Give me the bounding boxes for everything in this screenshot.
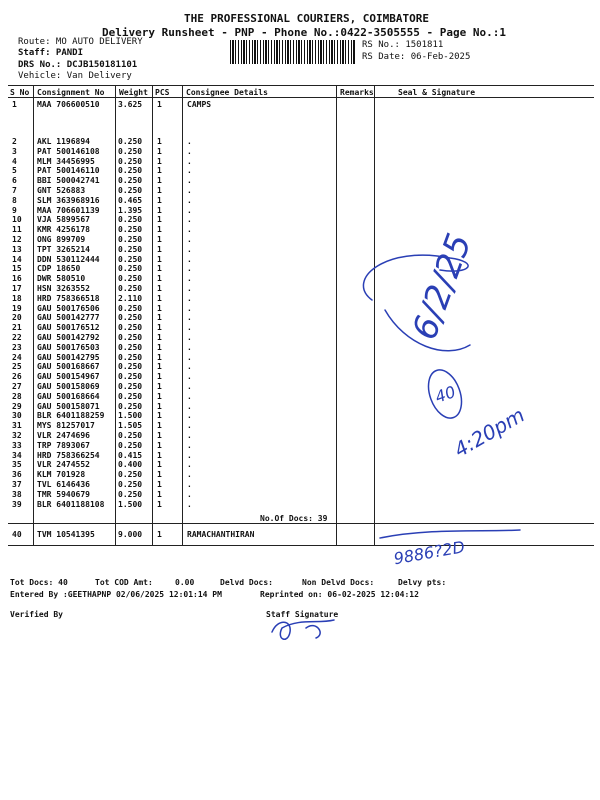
row-sno: 1	[12, 100, 17, 109]
row-sno: 22	[12, 333, 22, 342]
row-sno: 28	[12, 391, 22, 401]
row-sno: 39	[12, 499, 22, 509]
row-consignee: .	[187, 293, 192, 303]
row-consignment: TPT 3265214	[37, 244, 90, 254]
row-pcs: 1	[157, 303, 162, 313]
row-consignee: .	[187, 440, 192, 450]
verified-by: Verified By	[10, 610, 63, 619]
row-pcs: 1	[157, 460, 162, 470]
row-pcs: 1	[157, 333, 162, 342]
row-weight: 0.250	[118, 235, 143, 244]
row-consignment: MAA 706600510	[37, 100, 100, 109]
row-weight: 0.250	[118, 244, 143, 254]
row-pcs: 1	[157, 244, 162, 254]
reprinted-on: Reprinted on: 06-02-2025 12:04:12	[260, 590, 419, 599]
row-weight: 0.250	[118, 166, 143, 176]
delivery-points: Delvy pts:	[398, 578, 447, 587]
row-sno: 6	[12, 176, 17, 186]
rs-date: RS Date: 06-Feb-2025	[362, 52, 471, 62]
report-title: THE PROFESSIONAL COURIERS, COIMBATORE	[184, 12, 430, 25]
no-of-docs: No.Of Docs: 39	[260, 514, 328, 523]
row-sno: 13	[12, 244, 22, 254]
row-consignee: .	[187, 235, 192, 244]
row-sno: 9	[12, 205, 17, 215]
total-docs: Tot Docs: 40	[10, 578, 68, 587]
row-pcs: 1	[157, 313, 162, 323]
row-consignment: GAU 500176506	[37, 303, 100, 313]
row-pcs: 1	[157, 411, 162, 421]
row-pcs: 1	[157, 235, 162, 244]
phone-note-underline	[380, 530, 520, 538]
row-weight: 0.250	[118, 186, 143, 195]
row-pcs: 1	[157, 362, 162, 372]
row-pcs: 1	[157, 100, 162, 109]
row-weight: 0.250	[118, 362, 143, 372]
circled-count: 40	[432, 381, 459, 407]
row-pcs: 1	[157, 342, 162, 352]
row-consignee: .	[187, 372, 192, 382]
row-weight: 0.250	[118, 284, 143, 293]
row-weight: 0.250	[118, 382, 143, 391]
row-weight: 1.500	[118, 499, 143, 509]
row-consignee: .	[187, 313, 192, 323]
row-consignment: ONG 899709	[37, 235, 86, 244]
row-consignment: GAU 500142795	[37, 352, 100, 362]
row-consignee: CAMPS	[187, 100, 212, 109]
row-sno: 14	[12, 254, 22, 264]
row-consignee: .	[187, 470, 192, 480]
row-consignment: BBI 500042741	[37, 176, 100, 186]
row-consignment: DWR 580510	[37, 274, 86, 284]
entered-by: Entered By :GEETHAPNP 02/06/2025 12:01:14 PM	[10, 590, 222, 599]
staff-signature-loop	[306, 626, 320, 638]
row-consignee: .	[187, 450, 192, 460]
handwritten-time: 4:20pm	[449, 402, 529, 462]
row-pcs: 1	[157, 195, 162, 205]
report-subtitle: Delivery Runsheet - PNP - Phone No.:0422-3505555 - Page No.:1	[102, 26, 506, 39]
total-cod-value: 0.00	[175, 578, 195, 587]
row-consignee: .	[187, 411, 192, 421]
row-weight: 0.250	[118, 176, 143, 186]
row-sno: 5	[12, 166, 17, 176]
row-consignee: .	[187, 382, 192, 391]
row-weight: 0.250	[118, 215, 143, 225]
row-sno: 27	[12, 382, 22, 391]
row-sno: 40	[12, 530, 22, 539]
row-consignment: HRD 758366518	[37, 293, 100, 303]
row-consignment: GNT 526883	[37, 186, 86, 195]
row-consignment: GAU 500158069	[37, 382, 100, 391]
staff-signature-label: Staff Signature	[266, 610, 339, 619]
row-sno: 36	[12, 470, 22, 480]
row-sno: 17	[12, 284, 22, 293]
row-consignment: PAT 500146110	[37, 166, 100, 176]
row-consignment: TVM 10541395	[37, 530, 95, 539]
row-consignee: .	[187, 195, 192, 205]
row-pcs: 1	[157, 391, 162, 401]
row-consignment: BLR 6401188259	[37, 411, 105, 421]
row-consignment: MLM 34456995	[37, 156, 95, 166]
row-weight: 0.250	[118, 146, 143, 156]
row-consignee: .	[187, 352, 192, 362]
staff-label: Staff: PANDI	[18, 48, 84, 58]
row-weight: 0.250	[118, 156, 143, 166]
row-pcs: 1	[157, 146, 162, 156]
row-sno: 3	[12, 146, 17, 156]
row-sno: 21	[12, 323, 22, 333]
row-pcs: 1	[157, 401, 162, 411]
row-weight: 0.250	[118, 470, 143, 480]
row-pcs: 1	[157, 205, 162, 215]
row-consignment: VLR 2474552	[37, 460, 90, 470]
row-pcs: 1	[157, 489, 162, 499]
row-weight: 0.250	[118, 254, 143, 264]
drs-number: DRS No.: DCJB150181101	[18, 60, 138, 70]
row-consignment: AKL 1196894	[37, 137, 90, 146]
row-weight: 0.250	[118, 372, 143, 382]
row-consignee: .	[187, 205, 192, 215]
row-weight: 0.250	[118, 342, 143, 352]
row-pcs: 1	[157, 284, 162, 293]
row-pcs: 1	[157, 499, 162, 509]
row-consignee: .	[187, 166, 192, 176]
row-consignment: CDP 18650	[37, 264, 81, 274]
row-consignee: RAMACHANTHIRAN	[187, 530, 255, 539]
row-consignment: VLR 2474696	[37, 431, 90, 440]
row-weight: 0.250	[118, 313, 143, 323]
row-consignee: .	[187, 489, 192, 499]
row-pcs: 1	[157, 186, 162, 195]
row-consignee: .	[187, 499, 192, 509]
row-weight: 0.250	[118, 333, 143, 342]
row-consignment: PAT 500146108	[37, 146, 100, 156]
row-sno: 20	[12, 313, 22, 323]
row-consignee: .	[187, 342, 192, 352]
row-sno: 8	[12, 195, 17, 205]
row-consignment: GAU 500154967	[37, 372, 100, 382]
row-sno: 30	[12, 411, 22, 421]
row-pcs: 1	[157, 470, 162, 480]
col-header-consignee: Consignee Details	[186, 88, 268, 97]
col-header-weight: Weight	[119, 88, 148, 97]
row-pcs: 1	[157, 530, 162, 539]
row-pcs: 1	[157, 225, 162, 235]
row-consignment: GAU 500142792	[37, 333, 100, 342]
row-pcs: 1	[157, 166, 162, 176]
row-sno: 31	[12, 421, 22, 431]
row-consignment: KLM 701928	[37, 470, 86, 480]
row-consignment: GAU 500142777	[37, 313, 100, 323]
row-weight: 0.250	[118, 274, 143, 284]
row-pcs: 1	[157, 372, 162, 382]
row-consignee: .	[187, 303, 192, 313]
row-sno: 19	[12, 303, 22, 313]
row-sno: 4	[12, 156, 17, 166]
row-pcs: 1	[157, 421, 162, 431]
row-consignee: .	[187, 156, 192, 166]
row-pcs: 1	[157, 382, 162, 391]
handwritten-phone: 9886?2D	[392, 537, 467, 569]
non-delivered-docs: Non Delvd Docs:	[302, 578, 375, 587]
row-weight: 0.415	[118, 450, 143, 460]
row-weight: 0.250	[118, 440, 143, 450]
row-consignee: .	[187, 215, 192, 225]
row-consignment: MAA 706601139	[37, 205, 100, 215]
row-consignee: .	[187, 284, 192, 293]
row-consignment: HSN 3263552	[37, 284, 90, 293]
row-consignee: .	[187, 480, 192, 489]
row-consignment: TRP 7893067	[37, 440, 90, 450]
row-sno: 37	[12, 480, 22, 489]
row-weight: 0.250	[118, 489, 143, 499]
row-pcs: 1	[157, 450, 162, 460]
row-weight: 0.250	[118, 323, 143, 333]
row-pcs: 1	[157, 352, 162, 362]
row-weight: 9.000	[118, 530, 143, 539]
row-sno: 23	[12, 342, 22, 352]
row-weight: 0.250	[118, 352, 143, 362]
handwritten-date: 6/2/25	[404, 228, 480, 345]
row-pcs: 1	[157, 480, 162, 489]
delivered-docs: Delvd Docs:	[220, 578, 273, 587]
row-sno: 33	[12, 440, 22, 450]
row-consignee: .	[187, 176, 192, 186]
row-weight: 1.500	[118, 411, 143, 421]
row-consignee: .	[187, 362, 192, 372]
col-header-consignment: Consignment No	[37, 88, 105, 97]
row-consignee: .	[187, 274, 192, 284]
row-consignment: HRD 758366254	[37, 450, 100, 460]
rs-number: RS No.: 1501811	[362, 40, 444, 50]
row-sno: 16	[12, 274, 22, 284]
row-consignee: .	[187, 333, 192, 342]
col-header-seal: Seal & Signature	[398, 88, 476, 97]
row-weight: 1.395	[118, 205, 143, 215]
row-weight: 0.250	[118, 401, 143, 411]
row-weight: 0.250	[118, 137, 143, 146]
row-pcs: 1	[157, 264, 162, 274]
row-weight: 0.400	[118, 460, 143, 470]
row-sno: 24	[12, 352, 22, 362]
row-sno: 11	[12, 225, 22, 235]
total-cod-label: Tot COD Amt:	[95, 578, 153, 587]
row-consignment: TMR 5940679	[37, 489, 90, 499]
vehicle-label: Vehicle: Van Delivery	[18, 71, 132, 81]
row-pcs: 1	[157, 431, 162, 440]
row-weight: 0.465	[118, 195, 143, 205]
row-consignment: SLM 363968916	[37, 195, 100, 205]
row-consignee: .	[187, 137, 192, 146]
row-consignment: BLR 6401188108	[37, 499, 105, 509]
row-pcs: 1	[157, 176, 162, 186]
row-weight: 2.110	[118, 293, 143, 303]
row-pcs: 1	[157, 215, 162, 225]
row-consignment: GAU 500168664	[37, 391, 100, 401]
row-weight: 3.625	[118, 100, 143, 109]
row-sno: 7	[12, 186, 17, 195]
row-sno: 18	[12, 293, 22, 303]
row-consignment: GAU 500158071	[37, 401, 100, 411]
row-weight: 1.505	[118, 421, 143, 431]
row-consignee: .	[187, 460, 192, 470]
row-consignee: .	[187, 254, 192, 264]
col-header-sno: S No	[10, 88, 30, 97]
row-pcs: 1	[157, 137, 162, 146]
row-consignment: MYS 81257017	[37, 421, 95, 431]
row-consignment: GAU 500176503	[37, 342, 100, 352]
row-weight: 0.250	[118, 303, 143, 313]
col-header-pcs: PCS	[155, 88, 170, 97]
row-pcs: 1	[157, 254, 162, 264]
row-sno: 10	[12, 215, 22, 225]
row-consignee: .	[187, 264, 192, 274]
row-pcs: 1	[157, 293, 162, 303]
row-sno: 35	[12, 460, 22, 470]
row-consignee: .	[187, 391, 192, 401]
row-consignee: .	[187, 186, 192, 195]
row-sno: 34	[12, 450, 22, 460]
row-sno: 25	[12, 362, 22, 372]
row-consignment: VJA 5899567	[37, 215, 90, 225]
row-weight: 0.250	[118, 225, 143, 235]
row-sno: 15	[12, 264, 22, 274]
row-consignment: TVL 6146436	[37, 480, 90, 489]
row-pcs: 1	[157, 440, 162, 450]
row-weight: 0.250	[118, 431, 143, 440]
route-label: Route: MO AUTO DELIVERY	[18, 37, 143, 47]
row-consignee: .	[187, 323, 192, 333]
row-sno: 12	[12, 235, 22, 244]
row-sno: 38	[12, 489, 22, 499]
row-pcs: 1	[157, 274, 162, 284]
row-weight: 0.250	[118, 264, 143, 274]
row-consignee: .	[187, 244, 192, 254]
staff-signature-scribble	[272, 620, 334, 639]
row-weight: 0.250	[118, 391, 143, 401]
row-consignment: GAU 500168667	[37, 362, 100, 372]
row-consignee: .	[187, 146, 192, 156]
row-sno: 26	[12, 372, 22, 382]
col-header-remarks: Remarks	[340, 88, 374, 97]
row-sno: 32	[12, 431, 22, 440]
row-pcs: 1	[157, 323, 162, 333]
row-consignment: DDN 530112444	[37, 254, 100, 264]
row-sno: 29	[12, 401, 22, 411]
row-consignee: .	[187, 401, 192, 411]
row-consignee: .	[187, 431, 192, 440]
row-pcs: 1	[157, 156, 162, 166]
row-weight: 0.250	[118, 480, 143, 489]
row-sno: 2	[12, 137, 17, 146]
row-consignee: .	[187, 225, 192, 235]
row-consignment: KMR 4256178	[37, 225, 90, 235]
row-consignee: .	[187, 421, 192, 431]
row-consignment: GAU 500176512	[37, 323, 100, 333]
